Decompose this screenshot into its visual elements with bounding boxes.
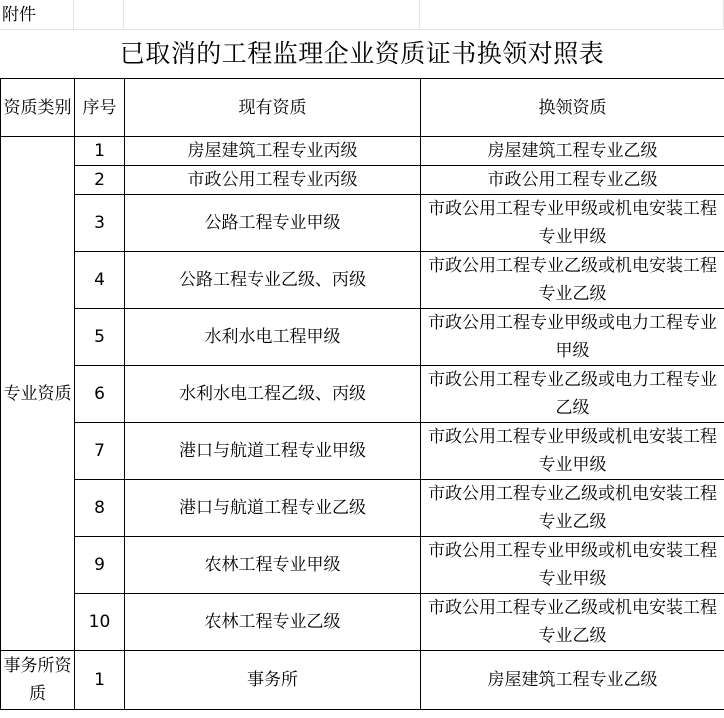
- grid-cell[interactable]: [420, 0, 724, 30]
- table-row: [1, 594, 724, 651]
- header-number[interactable]: 序号: [75, 79, 125, 137]
- table-header-row: [1, 79, 724, 137]
- table-row: [1, 195, 724, 252]
- table-row: [1, 537, 724, 594]
- row-number[interactable]: 10: [75, 594, 125, 651]
- header-category[interactable]: 资质类别: [1, 79, 75, 137]
- current-qualification[interactable]: 水利水电工程乙级、丙级: [125, 366, 421, 423]
- table-row: [1, 166, 724, 195]
- grid-cell[interactable]: [74, 0, 124, 30]
- category-cell-professional[interactable]: 专业资质: [1, 137, 75, 651]
- new-qualification[interactable]: 市政公用工程专业甲级或电力工程专业甲级: [421, 309, 724, 366]
- new-qualification[interactable]: 市政公用工程专业乙级或电力工程专业乙级: [421, 366, 724, 423]
- current-qualification[interactable]: 市政公用工程专业丙级: [125, 166, 421, 195]
- grid-cell[interactable]: [124, 0, 420, 30]
- row-number[interactable]: 3: [75, 195, 125, 252]
- attachment-label[interactable]: 附件: [0, 0, 74, 30]
- current-qualification[interactable]: 事务所: [125, 651, 421, 710]
- new-qualification[interactable]: 房屋建筑工程专业乙级: [421, 137, 724, 166]
- row-number[interactable]: 1: [75, 137, 125, 166]
- row-number[interactable]: 6: [75, 366, 125, 423]
- new-qualification[interactable]: 市政公用工程专业甲级或机电安装工程专业甲级: [421, 423, 724, 480]
- table-row: [1, 423, 724, 480]
- current-qualification[interactable]: 港口与航道工程专业乙级: [125, 480, 421, 537]
- new-qualification[interactable]: 房屋建筑工程专业乙级: [421, 651, 724, 710]
- new-qualification[interactable]: 市政公用工程专业乙级或机电安装工程专业乙级: [421, 594, 724, 651]
- header-grid-row: [0, 0, 724, 30]
- table-row: [1, 137, 724, 166]
- row-number[interactable]: 8: [75, 480, 125, 537]
- page-title[interactable]: 已取消的工程监理企业资质证书换领对照表: [119, 39, 605, 68]
- current-qualification[interactable]: 公路工程专业甲级: [125, 195, 421, 252]
- table-row: [1, 480, 724, 537]
- row-number[interactable]: 9: [75, 537, 125, 594]
- current-qualification[interactable]: 公路工程专业乙级、丙级: [125, 252, 421, 309]
- header-new[interactable]: 换领资质: [421, 79, 724, 137]
- row-number[interactable]: 5: [75, 309, 125, 366]
- current-qualification[interactable]: 水利水电工程甲级: [125, 309, 421, 366]
- current-qualification[interactable]: 港口与航道工程专业甲级: [125, 423, 421, 480]
- category-cell-firm[interactable]: 事务所资质: [1, 651, 75, 710]
- new-qualification[interactable]: 市政公用工程专业乙级或机电安装工程专业乙级: [421, 480, 724, 537]
- new-qualification[interactable]: 市政公用工程专业甲级或机电安装工程专业甲级: [421, 537, 724, 594]
- current-qualification[interactable]: 农林工程专业乙级: [125, 594, 421, 651]
- table-row: [1, 309, 724, 366]
- header-current[interactable]: 现有资质: [125, 79, 421, 137]
- row-number[interactable]: 4: [75, 252, 125, 309]
- table-row: [1, 252, 724, 309]
- new-qualification[interactable]: 市政公用工程专业乙级: [421, 166, 724, 195]
- new-qualification[interactable]: 市政公用工程专业乙级或机电安装工程专业乙级: [421, 252, 724, 309]
- current-qualification[interactable]: 农林工程专业甲级: [125, 537, 421, 594]
- row-number[interactable]: 2: [75, 166, 125, 195]
- new-qualification[interactable]: 市政公用工程专业甲级或机电安装工程专业甲级: [421, 195, 724, 252]
- table-row: [1, 651, 724, 710]
- row-number[interactable]: 1: [75, 651, 125, 710]
- current-qualification[interactable]: 房屋建筑工程专业丙级: [125, 137, 421, 166]
- table-row: [1, 366, 724, 423]
- comparison-table: [0, 78, 724, 710]
- row-number[interactable]: 7: [75, 423, 125, 480]
